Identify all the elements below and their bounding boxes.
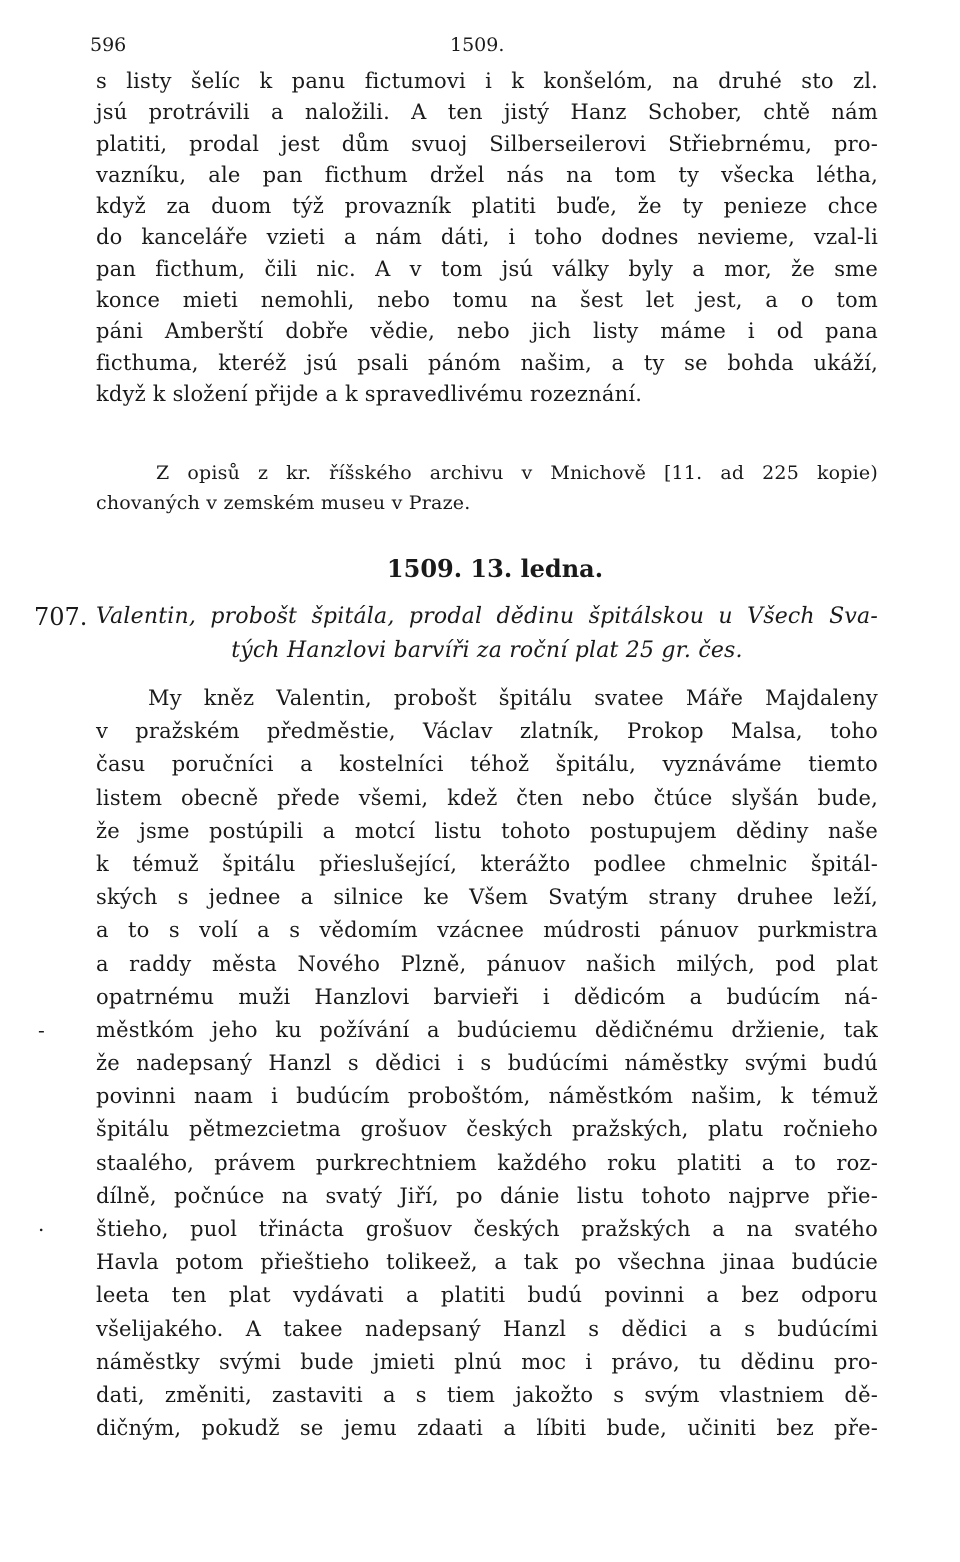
source-line: Z opisů z kr. říšského archivu v Mnichově [11. ad 225 kopie) (156, 462, 878, 484)
text-line: ských s jednee a silnice ke Všem Svatým strany druhee leží, (96, 885, 878, 910)
source-note (96, 458, 878, 518)
text-line: jsú protrávili a naložili. A ten jistý Hanz Schober, chtě nám (96, 100, 878, 125)
text-line: času poručníci a kostelníci téhož špitálu, vyznáváme tiemto (96, 752, 878, 777)
text-line: a raddy města Nového Plzně, pánuov našich milých, pod plat (96, 951, 878, 976)
text-line: staalého, právem purkrechtniem každého roku platiti a to roz- (96, 1150, 878, 1175)
text-line: dílně, počnúce na svatý Jiří, po dánie listu tohoto najprve přie- (96, 1183, 878, 1208)
charter-text (96, 682, 878, 1445)
text-line: ficthuma, kteréž jsú psali pánóm našim, a ty se bohda ukáží, (96, 350, 878, 375)
page-header (90, 34, 870, 64)
text-line: všelijakého. A takee nadepsaný Hanzl s dědici a s budúcími (96, 1316, 878, 1341)
text-line: s listy šelíc k panu fictumovi i k konšelóm, na druhé sto zl. (96, 69, 878, 93)
regest-summary (96, 600, 878, 668)
page-number: 596 (90, 34, 127, 56)
text-line: leeta ten plat vydávati a platiti budú povinni a bez odporu (96, 1283, 878, 1308)
text-line: když k složení přijde a k spravedlivému rozeznání. (96, 381, 643, 406)
text-line: dičným, pokudž se jemu zdaati a líbiti bude, učiniti bez pře- (96, 1416, 878, 1441)
running-head-year: 1509. (450, 34, 505, 56)
text-line: opatrnému muži Hanzlovi barvieři i dědicóm a budúcím ná- (96, 984, 878, 1009)
text-line: páni Amberští dobře vědie, nebo jich listy máme i od pana (96, 319, 878, 344)
text-line: v pražském předměstie, Václav zlatník, Prokop Malsa, toho (96, 719, 878, 744)
text-line: a to s volí a s vědomím vzácnee múdrosti pánuov purkmistra (96, 918, 878, 943)
margin-mark: - (38, 1018, 45, 1042)
text-line: My kněz Valentin, probošt špitálu svatee Máře Majdaleny (148, 686, 878, 710)
text-line: dati, změniti, zastaviti a s tiem jakožto s svým vlastniem dě- (96, 1382, 878, 1407)
text-line: platiti, prodal jest dům svuoj Silberseilerovi Střiebrnému, pro- (96, 131, 878, 156)
text-line: k témuž špitálu přieslušející, kterážto podlee chmelnic špitál- (96, 851, 878, 876)
text-line: štieho, puol třinácta grošuov českých pražských a na svatého (96, 1217, 878, 1241)
text-line: že nadepsaný Hanzl s dědici i s budúcími náměstky svými budú (96, 1051, 878, 1076)
text-line: povinni naam i budúcím proboštóm, náměstkóm našim, k témuž (96, 1084, 878, 1109)
text-line: pan ficthum, čili nic. A v tom jsú války byly a mor, že sme (96, 256, 878, 281)
text-line: náměstky svými bude jmieti plnú moc i právo, tu dědinu pro- (96, 1349, 878, 1374)
margin-mark: . (38, 1212, 45, 1236)
regest-line: Valentin, probošt špitála, prodal dědinu špitálskou u Všech Sva- (96, 604, 878, 629)
text-line: konce mieti nemohli, nebo tomu na šest let jest, a o tom (96, 288, 878, 313)
text-line: špitálu pětmezcietma grošuov českých pražských, platu ročnieho (96, 1117, 878, 1142)
text-line: listem obecně přede všemi, kdež čten nebo čtúce slyšán bude, (96, 785, 878, 810)
regest-line: tých Hanzlovi barvíři za roční plat 25 gr. čes. (231, 638, 743, 663)
text-line: když za duom týž provazník platiti buďe, že ty penieze chce (96, 194, 878, 219)
source-line: chovaných v zemském museu v Praze. (96, 492, 471, 514)
intro-paragraph (96, 66, 878, 410)
text-line: že jsme postúpili a motcí listu tohoto postupujem dědiny naše (96, 818, 878, 843)
document-number: 707. (34, 603, 88, 631)
text-line: Havla potom přieštieho tolikeež, a tak po všechna jinaa budúcie (96, 1250, 878, 1275)
text-line: vazníku, ale pan ficthum držel nás na tom ty všecka létha, (96, 162, 878, 187)
text-line: městkóm jeho ku požívání a budúciemu dědičnému držienie, tak (96, 1017, 878, 1042)
date-heading: 1509. 13. ledna. (386, 554, 604, 583)
text-line: do kanceláře vzieti a nám dáti, i toho dodnes nevieme, vzal-li (96, 225, 878, 250)
